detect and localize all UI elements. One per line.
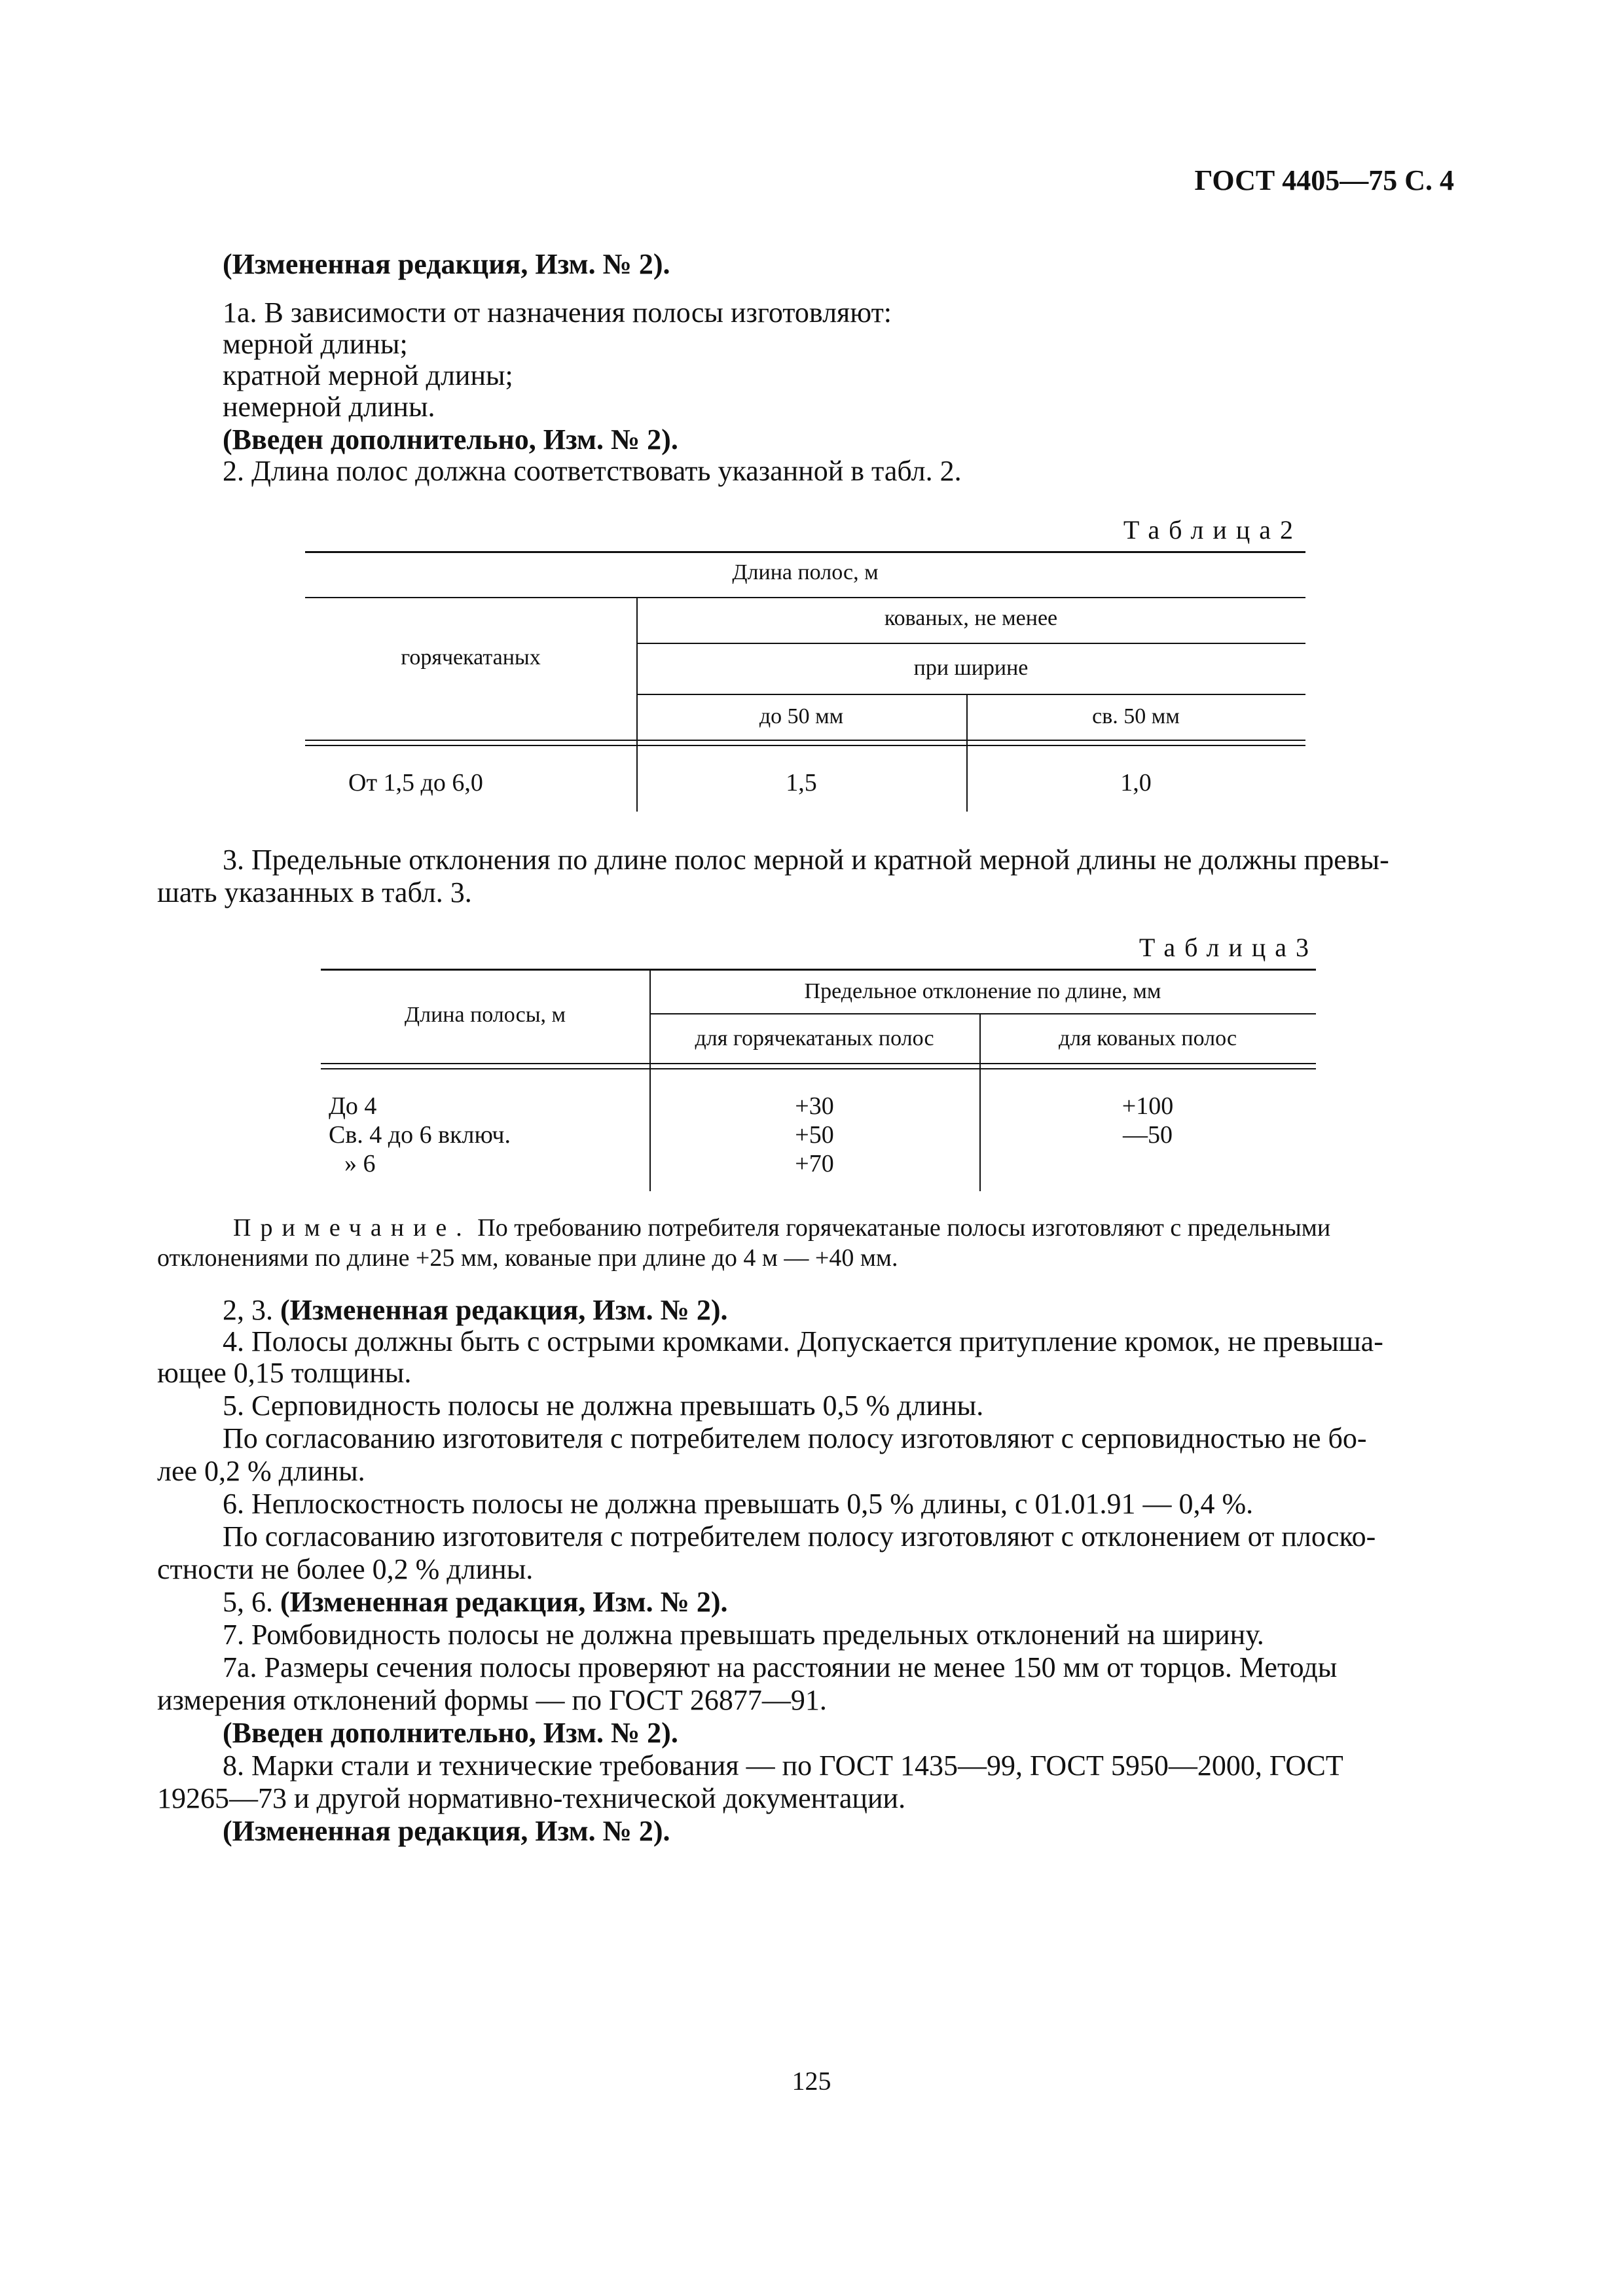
table-header: для горячекатаных полос [695, 1026, 934, 1050]
paragraph-5b: лее 0,2 % длины. [157, 1455, 365, 1487]
paragraph-6: 6. Неплоскостность полосы не должна превышать 0,5 % длины, с 01.01.91 — 0,4 %. [223, 1488, 1254, 1520]
table-rule [321, 969, 1316, 971]
running-head: ГОСТ 4405—75 С. 4 [1194, 164, 1454, 196]
introduced-note: (Введен дополнительно, Изм. № 2). [223, 1717, 678, 1749]
table-2-caption: Таблица2 [1123, 515, 1302, 545]
table-3-caption: Таблица3 [1139, 933, 1318, 962]
amendment-text: (Измененная редакция, Изм. № 2). [280, 1294, 728, 1326]
table-header: Предельное отклонение по длине, мм [804, 979, 1161, 1003]
table-rule [305, 745, 1305, 746]
paragraph-3: 3. Предельные отклонения по длине полос мерной и кратной мерной длины не должны превы- [223, 844, 1389, 876]
introduced-note: (Введен дополнительно, Изм. № 2). [223, 423, 678, 456]
paragraph-1a: 1а. В зависимости от назначения полосы изготовляют: [223, 296, 892, 329]
amendment-note: (Измененная редакция, Изм. № 2). [223, 1815, 670, 1847]
table-note: отклонениями по длине +25 мм, кованые при длине до 4 м — +40 мм. [157, 1244, 898, 1272]
table-cell: +30 [795, 1092, 834, 1120]
table-cell: 1,0 [1120, 769, 1152, 797]
note-label: Примечание. [233, 1214, 471, 1242]
list-item: немерной длины. [223, 391, 435, 423]
table-header: Длина полос, м [732, 560, 879, 584]
table-rule [636, 694, 1305, 695]
paragraph-6b: По согласованию изготовителя с потребителем полосу изготовляют с отклонением от плоско- [223, 1520, 1376, 1552]
table-header: для кованых полос [1058, 1026, 1237, 1050]
list-item: мерной длины; [223, 328, 408, 360]
amendment-number: 5, 6. [223, 1586, 273, 1618]
paragraph-7a: 7а. Размеры сечения полосы проверяют на расстоянии не менее 150 мм от торцов. Методы [223, 1651, 1338, 1683]
table-rule [305, 597, 1305, 598]
table-cell: 1,5 [786, 769, 817, 797]
table-header: горячекатаных [401, 645, 541, 670]
table-cell: Св. 4 до 6 включ. [329, 1121, 511, 1149]
list-item: кратной мерной длины; [223, 359, 513, 391]
paragraph-2: 2. Длина полос должна соответствовать указанной в табл. 2. [223, 455, 962, 487]
table-header: кованых, не менее [884, 606, 1058, 630]
amendment-note [223, 1293, 727, 1327]
table-cell: +50 [795, 1121, 834, 1149]
table-rule [305, 551, 1305, 553]
table-header: при ширине [913, 656, 1029, 680]
amendment-note [223, 1585, 727, 1619]
amendment-number: 2, 3. [223, 1294, 273, 1326]
paragraph-4: ющее 0,15 толщины. [157, 1357, 412, 1389]
paragraph-8: 19265—73 и другой нормативно-технической документации. [157, 1782, 906, 1814]
table-cell: От 1,5 до 6,0 [348, 769, 483, 797]
table-rule [649, 1013, 1316, 1014]
table-header: св. 50 мм [1092, 704, 1180, 728]
paragraph-4: 4. Полосы должны быть с острыми кромками. Допускается притупление кромок, не превыша- [223, 1325, 1383, 1357]
table-header: до 50 мм [759, 704, 844, 728]
table-rule [321, 1068, 1316, 1069]
page-number: 125 [792, 2066, 831, 2096]
paragraph-8: 8. Марки стали и технические требования — по ГОСТ 1435—99, ГОСТ 5950—2000, ГОСТ [223, 1749, 1343, 1782]
table-cell: +100 [1122, 1092, 1174, 1120]
amendment-text: (Измененная редакция, Изм. № 2). [280, 1586, 728, 1618]
table-cell: +70 [795, 1150, 834, 1177]
paragraph-5: 5. Серповидность полосы не должна превышать 0,5 % длины. [223, 1390, 984, 1422]
paragraph-7: 7. Ромбовидность полосы не должна превышать предельных отклонений на ширину. [223, 1619, 1264, 1651]
note-text: По требованию потребителя горячекатаные полосы изготовляют с предельными [477, 1214, 1331, 1242]
table-rule [636, 643, 1305, 644]
table-note [233, 1213, 1330, 1242]
table-cell: » 6 [344, 1150, 376, 1177]
table-cell: До 4 [329, 1092, 377, 1120]
amendment-note: (Измененная редакция, Изм. № 2). [223, 248, 670, 280]
paragraph-6b: стности не более 0,2 % длины. [157, 1553, 534, 1585]
table-rule [321, 1063, 1316, 1064]
table-header: Длина полосы, м [404, 1003, 566, 1027]
table-rule [305, 740, 1305, 741]
paragraph-3: шать указанных в табл. 3. [157, 876, 472, 908]
table-cell: —50 [1123, 1121, 1173, 1149]
paragraph-5b: По согласованию изготовителя с потребителем полосу изготовляют с серповидностью не бо- [223, 1422, 1367, 1454]
paragraph-7a: измерения отклонений формы — по ГОСТ 26877—91. [157, 1684, 827, 1716]
